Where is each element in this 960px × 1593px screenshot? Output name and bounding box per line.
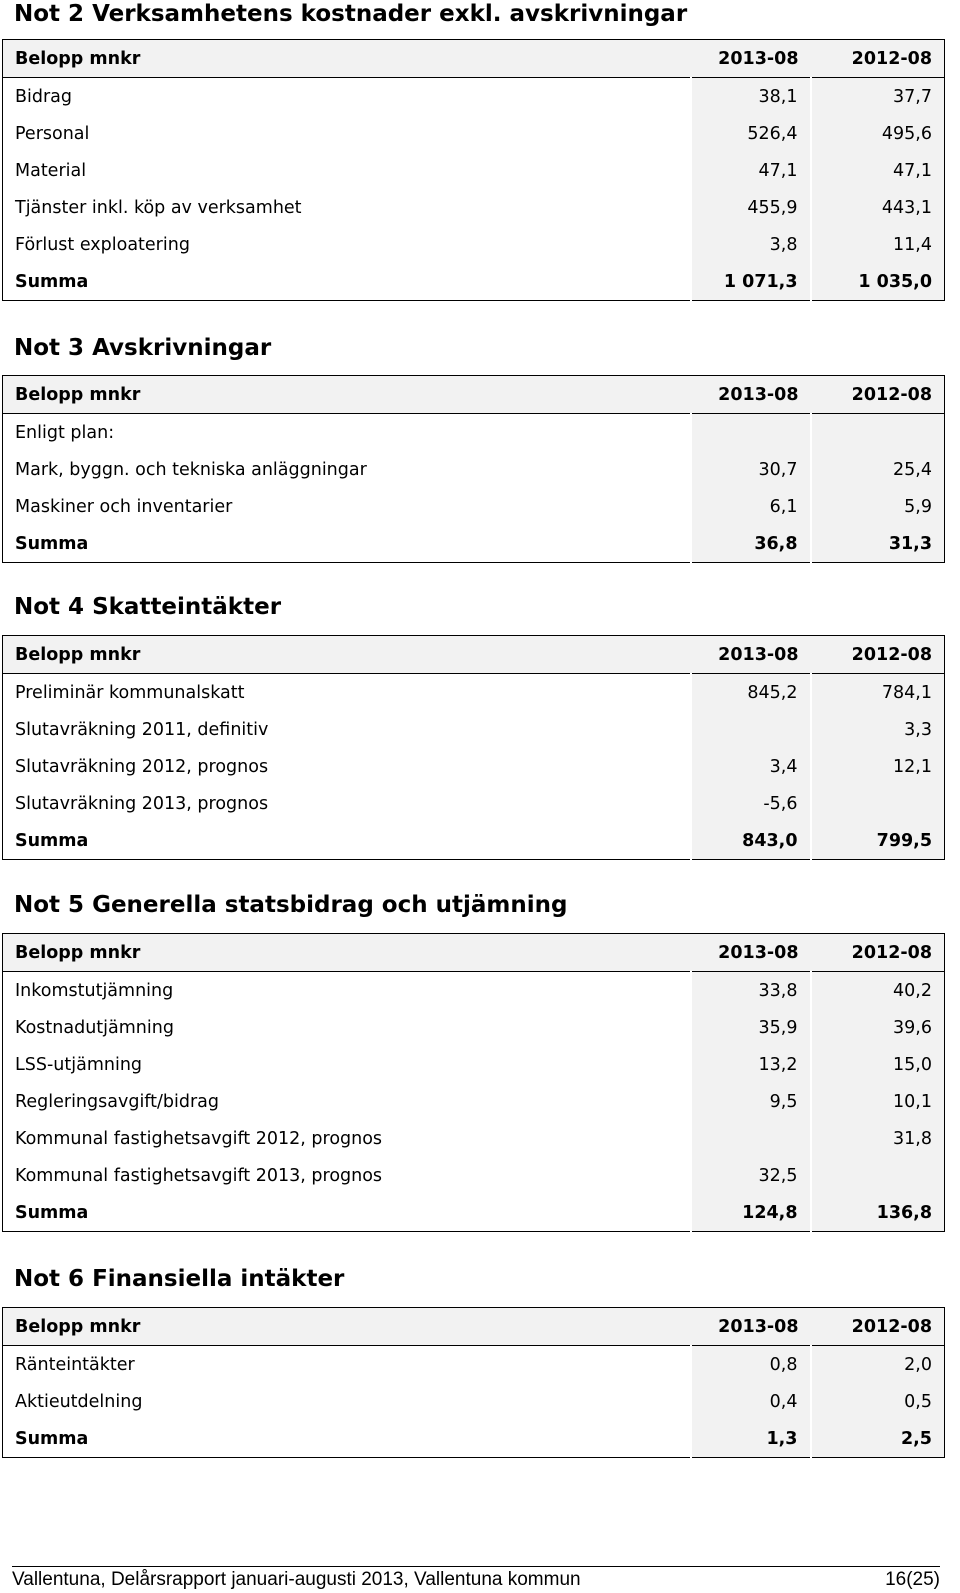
row-label: Slutavräkning 2011, definitiv [15, 719, 269, 740]
value-2012 [811, 1157, 945, 1194]
sum-2012: 31,3 [811, 525, 945, 563]
sum-2013: 36,8 [691, 525, 811, 563]
table-row [3, 152, 945, 189]
value-2012: 39,6 [811, 1009, 945, 1046]
row-label: Mark, byggn. och tekniska anläggningar [15, 459, 367, 480]
value-2013: 0,8 [691, 1346, 811, 1384]
table-row [3, 785, 945, 822]
table-header-row [3, 40, 945, 78]
note-table [2, 375, 945, 563]
sum-label: Summa [3, 1420, 691, 1458]
sum-2013: 1 071,3 [691, 263, 811, 301]
value-2012: 5,9 [811, 488, 945, 525]
value-2012: 495,6 [811, 115, 945, 152]
page-number: 16(25) [885, 1569, 940, 1590]
row-label: Preliminär kommunalskatt [15, 682, 245, 703]
header-year-2013: 2013-08 [691, 1308, 811, 1346]
header-label: Belopp mnkr [3, 934, 691, 972]
sum-row [3, 1194, 945, 1232]
table-row [3, 674, 945, 712]
value-2013: 3,8 [691, 226, 811, 263]
value-2012 [811, 785, 945, 822]
sum-label: Summa [3, 525, 691, 563]
value-2013: 32,5 [691, 1157, 811, 1194]
table-row [3, 115, 945, 152]
footer-text: Vallentuna, Delårsrapport januari-augusti 2013, Vallentuna kommun [12, 1569, 581, 1590]
row-label: Aktieutdelning [15, 1391, 143, 1412]
value-2013: 845,2 [691, 674, 811, 712]
header-year-2012: 2012-08 [811, 376, 945, 414]
table-header-row [3, 636, 945, 674]
value-2012: 37,7 [811, 78, 945, 116]
note-table [2, 1307, 945, 1458]
note-table [2, 933, 945, 1232]
row-label: Kommunal fastighetsavgift 2012, prognos [15, 1128, 383, 1149]
note-title: Not 5 Generella statsbidrag och utjämning [14, 892, 568, 918]
header-label: Belopp mnkr [3, 40, 691, 78]
sum-label: Summa [3, 822, 691, 860]
note-title: Not 2 Verksamhetens kostnader exkl. avskrivningar [14, 1, 688, 27]
sum-label: Summa [3, 1194, 691, 1232]
sum-2013: 124,8 [691, 1194, 811, 1232]
table-row [3, 226, 945, 263]
row-label: Förlust exploatering [15, 234, 190, 255]
sum-2013: 1,3 [691, 1420, 811, 1458]
value-2012: 443,1 [811, 189, 945, 226]
row-label: Regleringsavgift/bidrag [15, 1091, 220, 1112]
header-year-2012: 2012-08 [811, 1308, 945, 1346]
sum-row [3, 822, 945, 860]
value-2013 [691, 1120, 811, 1157]
value-2013: 33,8 [691, 972, 811, 1010]
table-row [3, 189, 945, 226]
table-row [3, 1383, 945, 1420]
table-row [3, 78, 945, 116]
table-row [3, 414, 945, 452]
header-year-2013: 2013-08 [691, 40, 811, 78]
value-2012: 31,8 [811, 1120, 945, 1157]
note-table [2, 39, 945, 301]
value-2013: 6,1 [691, 488, 811, 525]
value-2012: 3,3 [811, 711, 945, 748]
sum-label: Summa [3, 263, 691, 301]
value-2013: 38,1 [691, 78, 811, 116]
header-label: Belopp mnkr [3, 636, 691, 674]
table-header-row [3, 376, 945, 414]
table-row [3, 488, 945, 525]
table-row [3, 1083, 945, 1120]
row-label: Material [15, 160, 87, 181]
row-label: Slutavräkning 2013, prognos [15, 793, 269, 814]
note-title: Not 4 Skatteintäkter [14, 594, 282, 620]
sum-2012: 136,8 [811, 1194, 945, 1232]
value-2012: 40,2 [811, 972, 945, 1010]
value-2012: 0,5 [811, 1383, 945, 1420]
header-year-2013: 2013-08 [691, 376, 811, 414]
row-label: Maskiner och inventarier [15, 496, 233, 517]
table-row [3, 1157, 945, 1194]
row-label: Bidrag [15, 86, 73, 107]
value-2013 [691, 414, 811, 452]
sum-2012: 799,5 [811, 822, 945, 860]
value-2012: 47,1 [811, 152, 945, 189]
value-2013: 526,4 [691, 115, 811, 152]
value-2013: -5,6 [691, 785, 811, 822]
header-year-2013: 2013-08 [691, 934, 811, 972]
value-2012: 25,4 [811, 451, 945, 488]
row-label: LSS-utjämning [15, 1054, 143, 1075]
header-year-2012: 2012-08 [811, 934, 945, 972]
value-2012: 10,1 [811, 1083, 945, 1120]
sum-2012: 1 035,0 [811, 263, 945, 301]
note-title: Not 3 Avskrivningar [14, 335, 272, 361]
table-row [3, 1120, 945, 1157]
value-2013: 3,4 [691, 748, 811, 785]
header-label: Belopp mnkr [3, 376, 691, 414]
value-2012: 12,1 [811, 748, 945, 785]
table-row [3, 451, 945, 488]
row-label: Personal [15, 123, 90, 144]
value-2012: 11,4 [811, 226, 945, 263]
value-2012: 784,1 [811, 674, 945, 712]
value-2013: 47,1 [691, 152, 811, 189]
header-label: Belopp mnkr [3, 1308, 691, 1346]
sum-row [3, 263, 945, 301]
table-row [3, 1046, 945, 1083]
value-2012: 15,0 [811, 1046, 945, 1083]
row-label: Kostnadutjämning [15, 1017, 174, 1038]
table-header-row [3, 1308, 945, 1346]
value-2013: 13,2 [691, 1046, 811, 1083]
row-label: Kommunal fastighetsavgift 2013, prognos [15, 1165, 383, 1186]
row-label: Tjänster inkl. köp av verksamhet [15, 197, 302, 218]
value-2013: 30,7 [691, 451, 811, 488]
row-label: Inkomstutjämning [15, 980, 174, 1001]
header-year-2013: 2013-08 [691, 636, 811, 674]
value-2013: 0,4 [691, 1383, 811, 1420]
page-footer [12, 1566, 940, 1593]
sum-row [3, 525, 945, 563]
row-label: Ränteintäkter [15, 1354, 135, 1375]
table-row [3, 748, 945, 785]
table-header-row [3, 934, 945, 972]
value-2013: 455,9 [691, 189, 811, 226]
sum-2013: 843,0 [691, 822, 811, 860]
row-label: Enligt plan: [15, 422, 115, 443]
value-2013 [691, 711, 811, 748]
table-row [3, 711, 945, 748]
table-row [3, 1346, 945, 1384]
value-2012: 2,0 [811, 1346, 945, 1384]
header-year-2012: 2012-08 [811, 40, 945, 78]
table-row [3, 1009, 945, 1046]
value-2013: 9,5 [691, 1083, 811, 1120]
row-label: Slutavräkning 2012, prognos [15, 756, 269, 777]
header-year-2012: 2012-08 [811, 636, 945, 674]
sum-row [3, 1420, 945, 1458]
note-table [2, 635, 945, 860]
value-2013: 35,9 [691, 1009, 811, 1046]
table-row [3, 972, 945, 1010]
note-title: Not 6 Finansiella intäkter [14, 1266, 345, 1292]
value-2012 [811, 414, 945, 452]
sum-2012: 2,5 [811, 1420, 945, 1458]
